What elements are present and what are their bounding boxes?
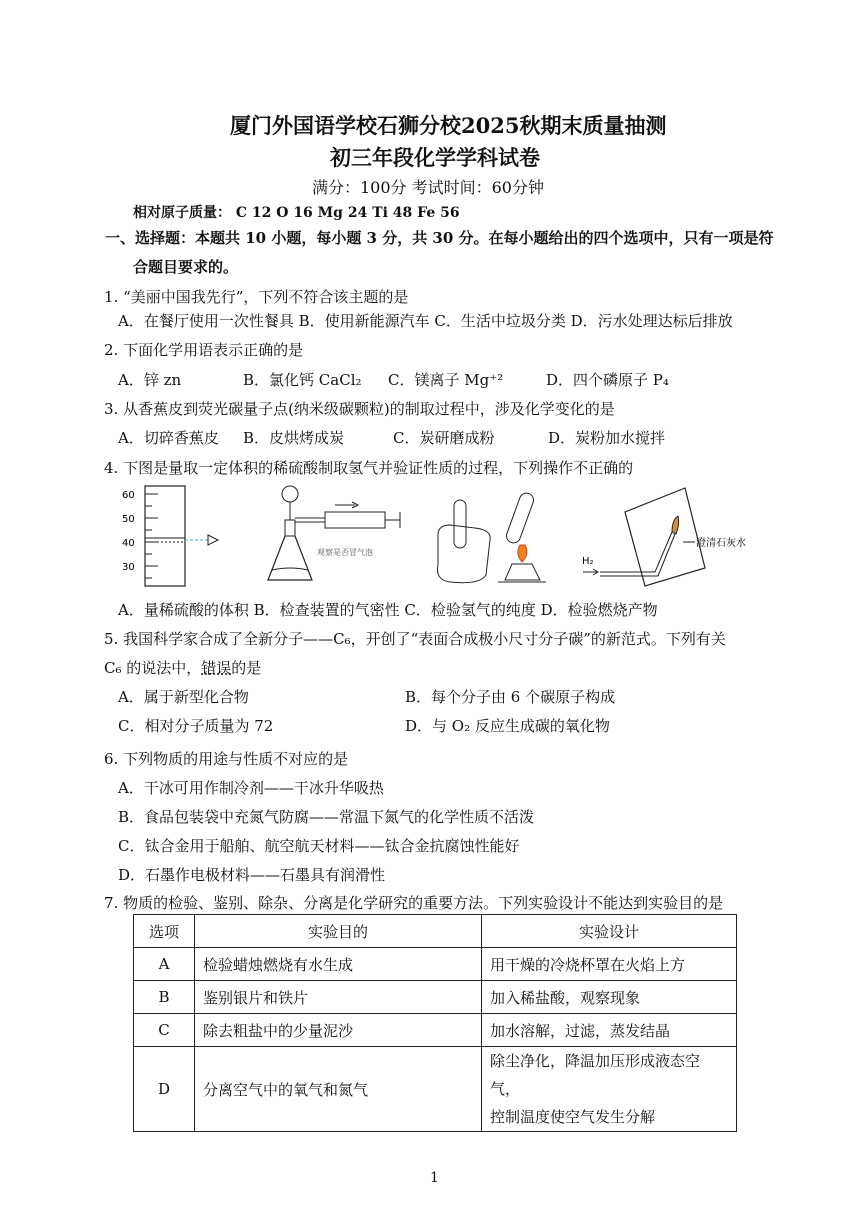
lime-water-label: 澄清石灰水 (696, 538, 746, 549)
exam-info: 满分：100分 考试时间：60分钟 (312, 178, 544, 197)
question-5-stem: 5. 我国科学家合成了全新分子——C₆，开创了“表面合成极小尺寸分子碳”的新范式。下列有关 (104, 630, 726, 648)
flask-syringe-figure (268, 486, 400, 580)
combustion-product-figure (582, 488, 746, 586)
question-7-table (133, 914, 737, 1132)
arrow-right-icon (583, 569, 598, 575)
question-3-option-b: B．皮烘烤成炭 (243, 429, 345, 447)
atomic-mass-line: 相对原子质量： C 12 O 16 Mg 24 Ti 48 Fe 56 (133, 205, 460, 221)
table-cell-design: 用干燥的冷烧杯罩在火焰上方 (482, 948, 737, 981)
question-5-stem-cont: C₆ 的说法中，错误的是 (104, 659, 262, 677)
tick-label: 50 (122, 514, 135, 525)
question-2-option-d: D．四个磷原子 P₄ (546, 371, 669, 389)
table-header: 实验设计 (482, 915, 737, 948)
table-cell-option: C (134, 1014, 195, 1047)
table-cell-design-line: 控制温度使空气发生分解 (490, 1108, 656, 1126)
question-6-option-d: D．石墨作电极材料——石墨具有润滑性 (118, 866, 386, 884)
question-6-option-c: C．钛合金用于船舶、航空航天材料——钛合金抗腐蚀性能好 (118, 837, 520, 855)
table-cell-design: 加水溶解，过滤，蒸发结晶 (482, 1014, 737, 1047)
question-2-option-c: C．镁离子 Mg⁺² (388, 371, 504, 389)
section-heading-cont: 合题目要求的。 (133, 258, 239, 276)
svg-text:观察是否冒气泡: 观察是否冒气泡 (317, 548, 373, 557)
svg-text:H₂: H₂ (582, 556, 594, 567)
question-6-stem: 6. 下列物质的用途与性质不对应的是 (104, 750, 349, 768)
table-cell-goal: 除去粗盐中的少量泥沙 (195, 1014, 482, 1047)
page-number: 1 (430, 1170, 439, 1186)
table-cell-design-line: 除尘净化，降温加压形成液态空气， (490, 1052, 701, 1098)
table-row (134, 981, 737, 1014)
table-cell-goal: 鉴别银片和铁片 (195, 981, 482, 1014)
table-cell-option: B (134, 981, 195, 1014)
question-6-option-a: A．干冰可用作制冷剂——干冰升华吸热 (118, 779, 384, 797)
question-3-option-a: A．切碎香蕉皮 (118, 429, 219, 447)
question-4-stem: 4. 下图是量取一定体积的稀硫酸制取氢气并验证性质的过程，下列操作不正确的 (104, 459, 634, 477)
table-header: 实验目的 (195, 915, 482, 948)
tick-label: 60 (122, 490, 135, 501)
table-cell-goal: 检验蜡烛燃烧有水生成 (195, 948, 482, 981)
table-cell-design: 加入稀盐酸，观察现象 (482, 981, 737, 1014)
question-4-options: A．量稀硫酸的体积 B．检查装置的气密性 C．检验氢气的纯度 D．检验燃烧产物 (118, 601, 658, 619)
table-cell-option: A (134, 948, 195, 981)
question-2-option-a: A．锌 zn (118, 371, 182, 389)
question-3-option-d: D．炭粉加水搅拌 (548, 429, 666, 447)
table-cell-goal: 分离空气中的氧气和氮气 (195, 1047, 482, 1132)
graduated-cylinder-figure (122, 486, 218, 586)
tick-label: 30 (122, 562, 135, 573)
exam-title-line2: 初三年段化学学科试卷 (330, 145, 540, 170)
table-header: 选项 (134, 915, 195, 948)
table-cell-option: D (134, 1047, 195, 1132)
question-5-option-a: A．属于新型化合物 (118, 688, 249, 706)
question-1-options: A．在餐厅使用一次性餐具 B．使用新能源汽车 C．生活中垃圾分类 D．污水处理达标后排放 (118, 312, 733, 330)
question-2-option-b: B．氯化钙 CaCl₂ (243, 371, 362, 389)
question-4-figures (120, 480, 810, 592)
table-row (134, 1047, 737, 1132)
section-heading: 一、选择题：本题共 10 小题，每小题 3 分，共 30 分。在每小题给出的四个选项中，只有一项是符 (105, 229, 774, 247)
question-7-stem: 7. 物质的检验、鉴别、除杂、分离是化学研究的重要方法。下列实验设计不能达到实验目的是 (104, 894, 724, 912)
table-row (134, 1014, 737, 1047)
question-1-stem: 1. “美丽中国我先行”，下列不符合该主题的是 (104, 288, 409, 306)
table-cell-design (482, 1047, 737, 1132)
question-5-option-c: C．相对分子质量为 72 (118, 717, 274, 735)
flame-icon (518, 545, 527, 562)
eye-icon (208, 535, 218, 545)
table-row (134, 948, 737, 981)
tick-label: 40 (122, 538, 135, 549)
table-header-row (134, 915, 737, 948)
hand-test-tube-figure (438, 491, 547, 583)
question-6-option-b: B．食品包装袋中充氮气防腐——常温下氮气的化学性质不活泼 (118, 808, 535, 826)
question-5-option-b: B．每个分子由 6 个碳原子构成 (405, 688, 616, 706)
question-5-option-d: D．与 O₂ 反应生成碳的氧化物 (405, 717, 610, 735)
exam-title-line1: 厦门外国语学校石狮分校2025秋期末质量抽测 (230, 113, 667, 138)
question-2-stem: 2. 下面化学用语表示正确的是 (104, 341, 304, 359)
question-3-option-c: C．炭研磨成粉 (393, 429, 495, 447)
question-3-stem: 3. 从香蕉皮到荧光碳量子点(纳米级碳颗粒)的制取过程中，涉及化学变化的是 (104, 400, 615, 418)
